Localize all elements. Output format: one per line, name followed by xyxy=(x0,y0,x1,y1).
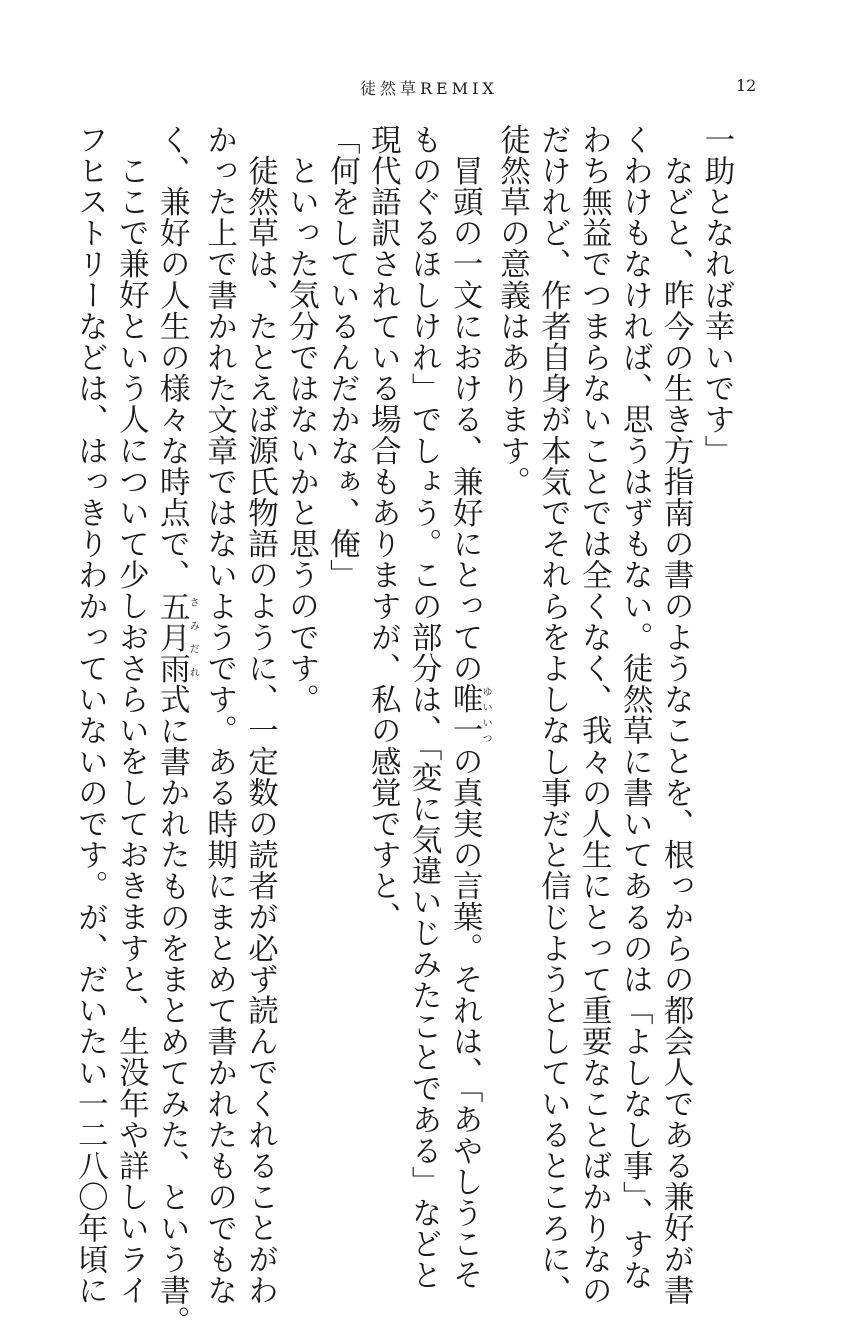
text-line: などと、昨今の生き方指南の書のようなことを、根っからの都会人である兼好が書 xyxy=(658,154,694,1306)
ruby-base: 五月雨 xyxy=(154,590,190,684)
text-line: ものぐるほしけれ」でしょう。この部分は、「変に気違いじみたことである」などと xyxy=(406,124,442,1291)
text-segment: く、兼好の人生の様々な時点で、 xyxy=(154,124,190,591)
text-segment: の真実の言葉。それは、「あやしうこそ xyxy=(447,745,483,1290)
text-line: わち無益でつまらないことでは全くなく、我々の人生にとって重要なことばかりなの xyxy=(576,124,612,1306)
text-line: だけれど、作者自身が本気でそれらをよしなし事だと信じようとしているところに、 xyxy=(535,124,571,1306)
text-line: 現代語訳されている場合もありますが、私の感覚ですと、 xyxy=(365,124,401,933)
text-line: 徒然草は、たとえば源氏物語のように、一定数の読者が必ず読んでくれることがわ xyxy=(242,154,278,1306)
text-line: フヒストリーなどは、はっきりわかっていないのです。が、だいたい一二八〇年頃に xyxy=(72,124,108,1306)
text-line: 徒然草の意義はあります。 xyxy=(494,124,530,498)
running-header-title: 徒然草REMIX xyxy=(360,79,498,98)
ruby-annotation xyxy=(154,590,199,684)
text-line: かった上で書かれた文章ではないようです。ある時期にまとめて書かれたものでもな xyxy=(201,124,237,1306)
ruby-reading: ゆいいつ xyxy=(480,683,492,746)
text-line: といった気分ではないかと思うのです。 xyxy=(283,154,319,715)
ruby-reading: さみだれ xyxy=(187,590,199,684)
text-segment: 冒頭の一文における、兼好にとっての xyxy=(447,154,483,684)
vertical-body-text xyxy=(72,124,736,1337)
text-line-with-ruby xyxy=(150,124,199,1337)
text-line-with-ruby xyxy=(443,124,492,1290)
text-line: ここで兼好という人について少しおさらいをしておきますと、生没年や詳しいライ xyxy=(113,154,149,1306)
ruby-annotation xyxy=(447,683,492,746)
text-line: 一助となれば幸いです」 xyxy=(699,124,734,467)
page-number: 12 xyxy=(736,76,757,95)
ruby-base: 唯一 xyxy=(447,683,483,746)
text-line: くわけもなければ、思うはずもない。徒然草に書いてあるのは「よしなし事」、すな xyxy=(617,124,653,1291)
text-segment: 式に書かれたものをまとめてみた、という書。 xyxy=(154,683,190,1337)
text-line: 「何をしているんだかなぁ、俺」 xyxy=(324,124,360,591)
